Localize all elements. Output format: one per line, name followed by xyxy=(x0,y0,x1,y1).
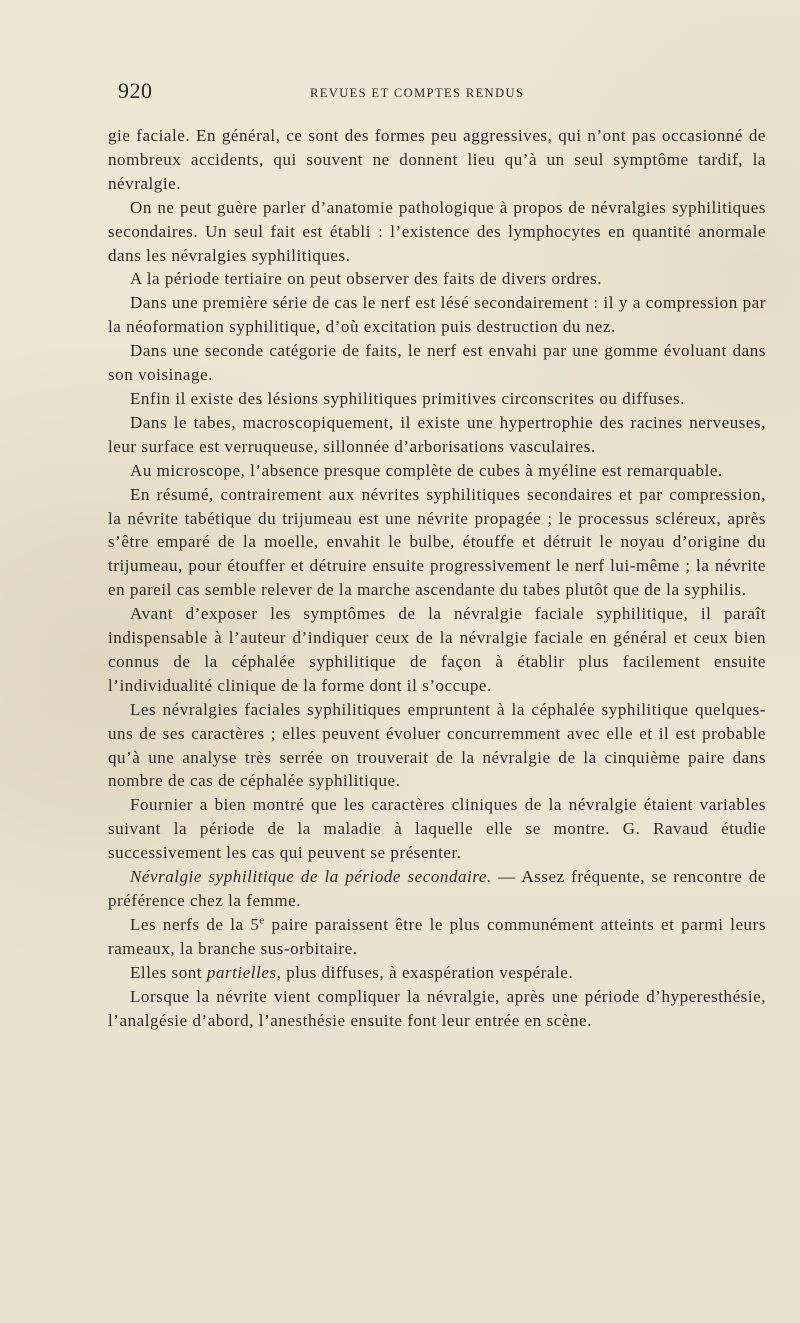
paragraph xyxy=(108,961,766,985)
paragraph-text: Les névralgies faciales syphilitiques empruntent à la céphalée syphilitique quelques-uns de ses caractères ; elles peuvent évoluer concurremment avec elle et il est probable qu’à une analyse très serrée on trouverait de la névralgie de la cinquième paire dans nombre de cas de céphalée syphilitique. xyxy=(108,699,766,791)
paragraph-text: Dans une première série de cas le nerf est lésé secondairement : il y a compression par la néoformation syphilitique, d’où excitation puis destruction du nez. xyxy=(108,293,766,337)
paragraph-text: — Assez fréquente, se rencontre de préférence chez la femme. xyxy=(108,867,767,910)
paragraph-text: Les nerfs de la 5 xyxy=(130,914,260,934)
paragraph-text: On ne peut guère parler d’anatomie pathologique à propos de névralgies syphilitiques secondaires. Un seul fait est établi : l’existence des lymphocytes en quantité anormale dans les névralgies syphilitiques. xyxy=(108,197,766,265)
paragraph-text: Elles sont xyxy=(130,962,207,982)
paragraph xyxy=(108,196,766,268)
page-number: 920 xyxy=(118,78,153,103)
paragraph xyxy=(108,913,766,961)
paragraph xyxy=(108,602,766,698)
paragraph xyxy=(108,459,766,483)
italic-word: partielles xyxy=(206,962,277,982)
page-header xyxy=(118,72,758,112)
paragraph-text: A la période tertiaire on peut observer des faits de divers ordres. xyxy=(130,269,603,289)
paragraph xyxy=(108,124,766,196)
paragraph-text: Dans le tabes, macroscopiquement, il existe une hypertrophie des racines nerveuses, leur surface est verruqueuse, sillonnée d’arborisations vasculaires. xyxy=(108,412,766,456)
paragraph xyxy=(108,865,766,913)
paragraph-text: En résumé, contrairement aux névrites syphilitiques secondaires et par compression, la névrite tabétique du trijumeau est une névrite propagée ; le processus scléreux, après s’être emparé de la moelle, envahit le bulbe, étouffe et détruit le noyau d’origine du trijumeau, pour étouffer et détruire ensuite progressivement le nerf lui-même ; la névrite en pareil cas semble relever de la marche ascendante du tabes plutôt que de la syphilis. xyxy=(108,484,766,600)
paragraph xyxy=(108,793,766,865)
paragraph-text: Dans une seconde catégorie de faits, le nerf est envahi par une gomme évoluant dans son voisinage. xyxy=(108,341,766,385)
paragraph xyxy=(108,985,766,1033)
body-text xyxy=(108,124,766,1032)
section-heading-italic: Névralgie syphilitique de la période secondaire. xyxy=(130,867,492,887)
paragraph xyxy=(108,291,766,339)
paragraph xyxy=(108,339,766,387)
paragraph-text: , plus diffuses, à exaspération vespérale. xyxy=(276,962,574,982)
paragraph-text: gie faciale. En général, ce sont des formes peu aggressives, qui n’ont pas occasionné de nombreux accidents, qui souvent ne donnent lieu qu’à un seul symptôme tardif, la névralgie. xyxy=(108,126,766,193)
paragraph-text: Fournier a bien montré que les caractères cliniques de la névralgie étaient variables suivant la période de la maladie à laquelle elle se montre. G. Ravaud étudie successivement les cas qui peuvent se présenter. xyxy=(108,795,766,863)
paragraph-text: Lorsque la névrite vient compliquer la névralgie, après une période d’hyperesthésie, l’analgésie d’abord, l’anesthésie ensuite font leur entrée en scène. xyxy=(108,986,766,1030)
paragraph xyxy=(108,267,766,291)
running-head: REVUES ET COMPTES RENDUS xyxy=(310,86,525,100)
paragraph-text: Avant d’exposer les symptômes de la névralgie faciale syphilitique, il paraît indispensable à l’auteur d’indiquer ceux de la névralgie faciale en général et ceux bien connus de la céphalée syphilitique de façon à établir plus facilement ensuite l’individualité clinique de la forme dont il s’occupe. xyxy=(108,604,766,695)
paragraph xyxy=(108,387,766,411)
paragraph-text: paire paraissent être le plus communément atteints et parmi leurs rameaux, la branche sus-orbitaire. xyxy=(108,914,766,958)
superscript: e xyxy=(259,914,265,927)
paragraph xyxy=(108,483,766,603)
paragraph xyxy=(108,698,766,794)
paragraph xyxy=(108,411,766,459)
paragraph-text: Enfin il existe des lésions syphilitiques primitives circonscrites ou diffuses. xyxy=(130,388,685,408)
paragraph-text: Au microscope, l’absence presque complète de cubes à myéline est remarquable. xyxy=(130,460,723,480)
